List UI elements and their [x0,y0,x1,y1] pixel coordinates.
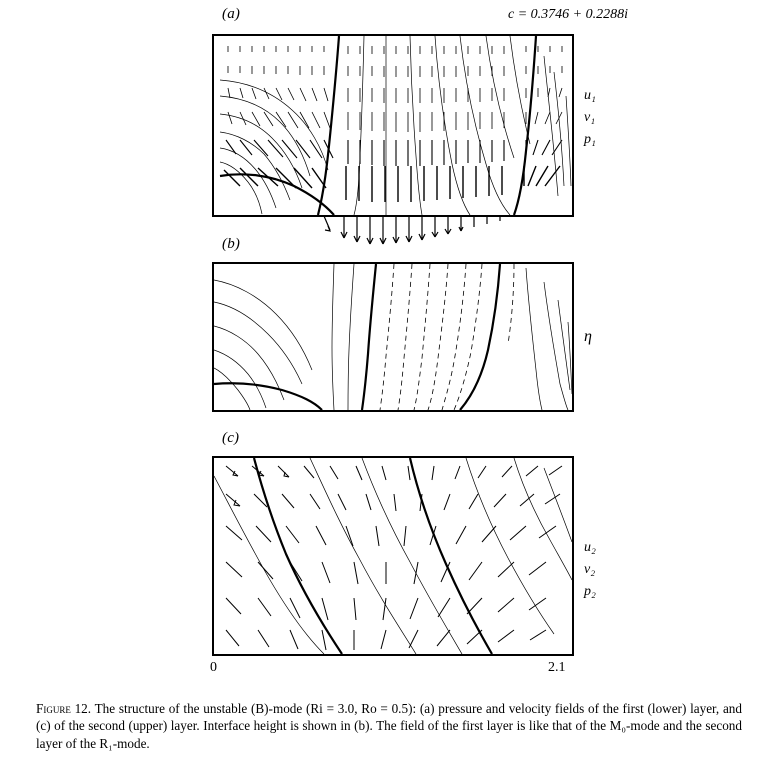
panel-a-plot [212,34,574,217]
panel-c-vector-field [214,458,572,654]
panel-b-plot [212,262,574,412]
side-label-u2: u₂ [584,540,596,555]
side-label-p2: p₂ [584,584,596,599]
velocity-arrows-c [226,466,562,650]
caption-figure-number: Figure 12. [36,701,92,716]
panel-label-b: (b) [222,236,241,252]
x-axis-max-label: 2.1 [548,660,566,675]
eigenvalue-annotation: c = 0.3746 + 0.2288i [508,7,628,22]
caption-text: The structure of the unstable (B)-mode (Ri = 3.0, Ro = 0.5): (a) pressure and velocity fields of the first (lower) layer, and (c) of the second (upper) layer. Interface height is shown in (b). The field of the first layer is like that of the M₀-mode and the second layer of the R₁-mode. [36,701,742,751]
panel-a-vector-field [214,36,572,215]
side-label-v1: v₁ [584,110,596,125]
side-label-u1: u₁ [584,88,596,103]
panel-c-plot [212,456,574,656]
figure-caption [36,700,742,752]
panel-b-contours [214,264,572,410]
side-label-p1: p₁ [584,132,596,147]
side-label-eta: η [584,328,592,345]
panel-a-overflow-arrows [212,214,574,250]
panel-label-c: (c) [222,430,240,446]
side-label-v2: v₂ [584,562,596,577]
x-axis-min-label: 0 [210,660,217,675]
panel-label-a: (a) [222,6,241,22]
